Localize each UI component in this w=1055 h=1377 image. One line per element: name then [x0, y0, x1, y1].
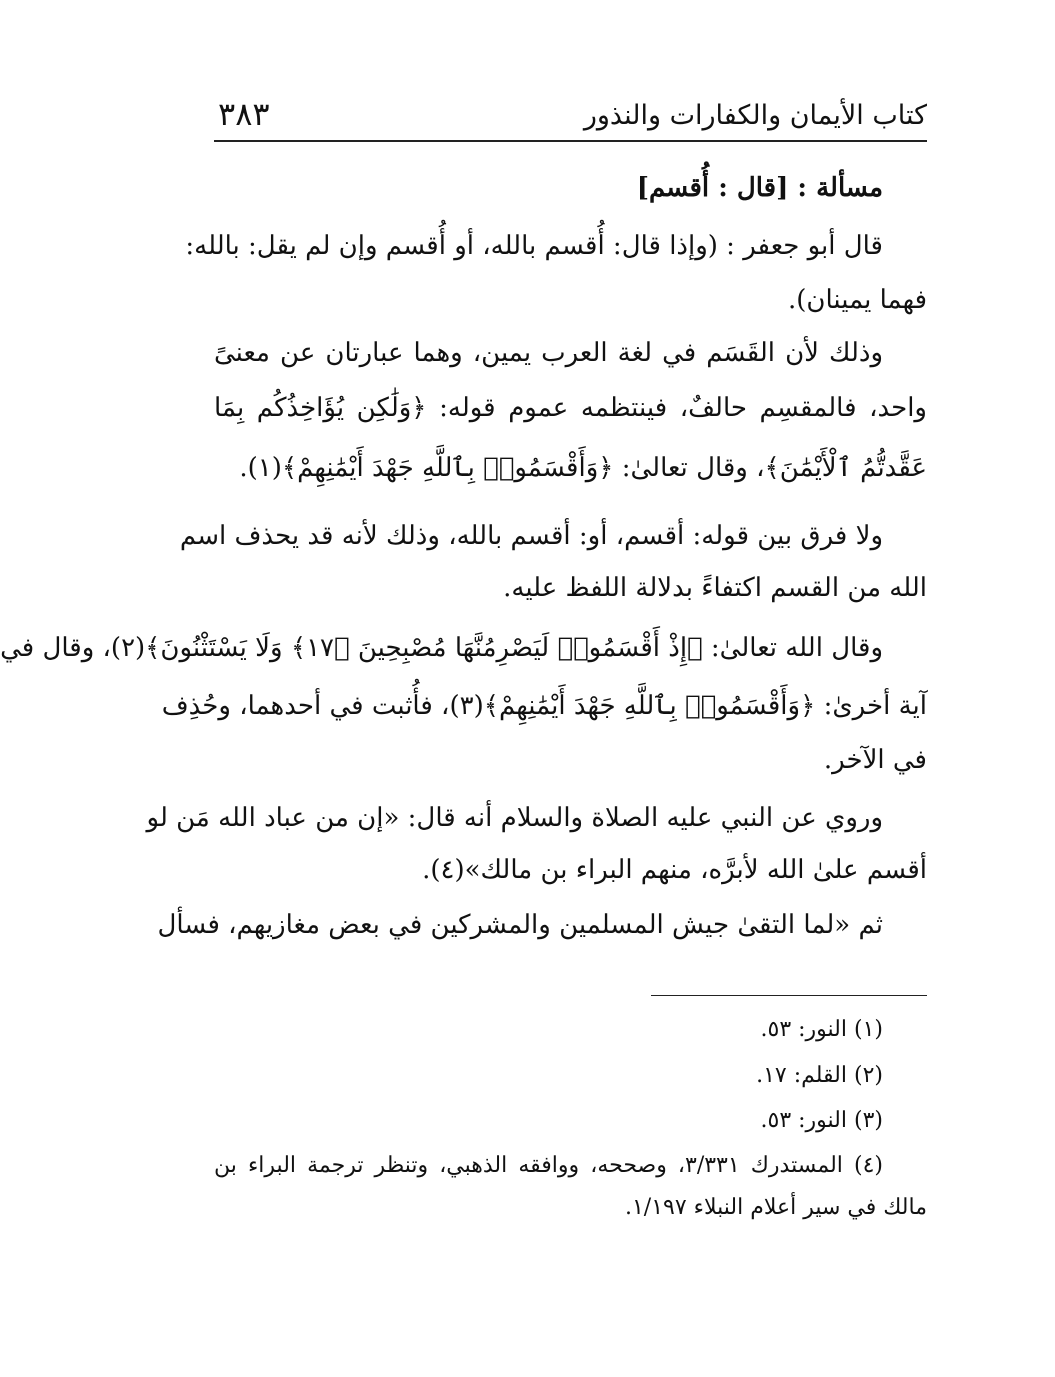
section-heading: مسألة : [قال : أُقسم] — [636, 173, 883, 203]
footnote: (٤) المستدرك ٣/٣٣١، وصححه، ووافقه الذهبي، وتنظر ترجمة البراء بن — [214, 1153, 883, 1178]
body-line: وقال الله تعالىٰ: ﴿إِذْ أَقْسَمُوا۟ لَيَصْرِمُنَّهَا مُصْبِحِينَ ﴿١٧﴾ وَلَا يَسْتَثْنُونَ﴾(٢)، وقال في — [0, 633, 883, 663]
footnote: (٣) النور: ٥٣. — [760, 1108, 883, 1133]
page-header — [214, 92, 927, 142]
footnote: (٢) القلم: ١٧. — [756, 1063, 883, 1088]
body-line: عَقَّدتُّمُ ٱلْأَيْمَٰنَ﴾، وقال تعالىٰ: ﴿وَأَقْسَمُوا۟ بِٱللَّهِ جَهْدَ أَيْمَٰنِهِمْ﴾(١). — [239, 453, 927, 483]
footnote: مالك في سير أعلام النبلاء ١/١٩٧. — [624, 1195, 927, 1220]
body-line: وذلك لأن القَسَم في لغة العرب يمين، وهما عبارتان عن معنىً — [214, 338, 883, 368]
page-number: ٣٨٣ — [218, 95, 270, 133]
body-line: الله من القسم اكتفاءً بدلالة اللفظ عليه. — [503, 573, 927, 603]
body-line: وروي عن النبي عليه الصلاة والسلام أنه قال: «إن من عباد الله مَن لو — [146, 803, 883, 833]
body-line: أقسم علىٰ الله لأبرَّه، منهم البراء بن مالك»(٤). — [422, 855, 927, 885]
running-title: كتاب الأيمان والكفارات والنذور — [583, 100, 927, 131]
body-line: ثم «لما التقىٰ جيش المسلمين والمشركين في بعض مغازيهم، فسأل — [157, 910, 883, 940]
body-line: فهما يمينان). — [787, 285, 927, 315]
body-line: ولا فرق بين قوله: أقسم، أو: أقسم بالله، وذلك لأنه قد يحذف اسم — [179, 521, 883, 551]
body-line: في الآخر. — [823, 745, 927, 775]
footnote: (١) النور: ٥٣. — [760, 1017, 883, 1042]
body-line: آية أخرىٰ: ﴿وَأَقْسَمُوا۟ بِٱللَّهِ جَهْدَ أَيْمَٰنِهِمْ﴾(٣)، فأُثبت في أحدهما، وحُذِف — [161, 691, 927, 721]
body-line: واحد، فالمقسِم حالفٌ، فينتظمه عموم قوله: ﴿وَلَٰكِن يُؤَاخِذُكُم بِمَا — [214, 393, 927, 423]
footnote-divider — [651, 995, 927, 996]
body-line: قال أبو جعفر : (وإذا قال: أُقسم بالله، أو أُقسم وإن لم يقل: بالله: — [185, 231, 883, 261]
